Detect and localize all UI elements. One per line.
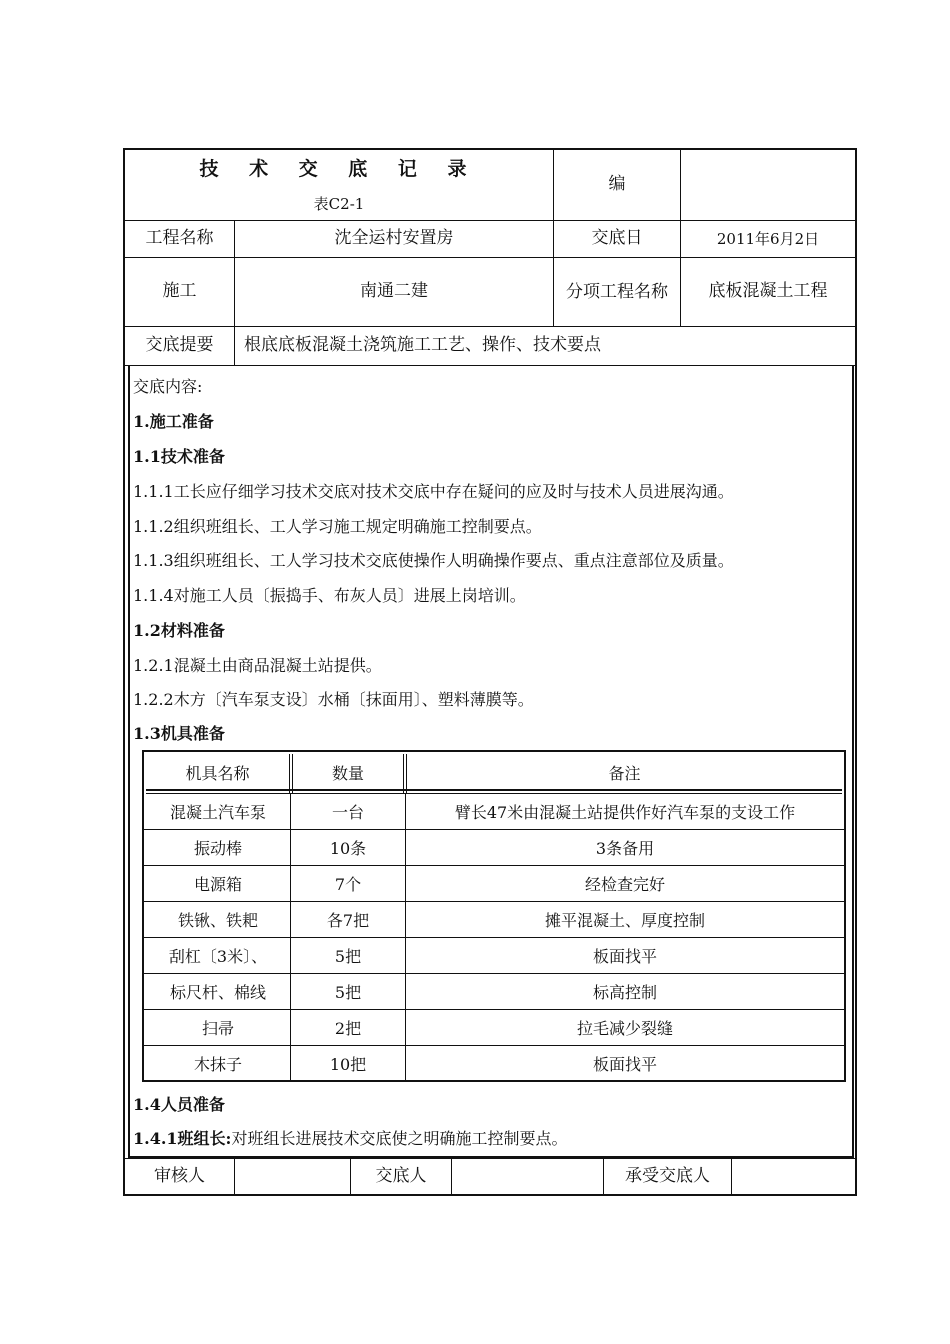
disclosure-date: 2011年6月2日 <box>716 230 820 248</box>
table-cell: 10条 <box>329 839 367 858</box>
content-line-lead: 1.4.1班组长: <box>133 1129 232 1148</box>
table-cell: 标高控制 <box>592 983 657 1002</box>
table-cell: 摊平混凝土、厚度控制 <box>544 911 705 930</box>
table-cell: 各7把 <box>326 911 370 930</box>
table-cell: 振动棒 <box>193 839 242 858</box>
contractor: 南通二建 <box>360 281 428 302</box>
table-cell: 刮杠〔3米〕、 <box>168 947 268 966</box>
divider <box>289 754 290 794</box>
table-cell: 一台 <box>331 803 364 822</box>
section-heading: 1.3机具准备 <box>133 724 225 743</box>
table-cell: 10把 <box>329 1054 367 1074</box>
summary-label: 交底提要 <box>145 335 214 356</box>
table-cell: 铁锹、铁耙 <box>177 911 258 930</box>
table-cell: 木抹子 <box>193 1054 242 1074</box>
table-cell: 2把 <box>334 1019 362 1038</box>
column-header: 机具名称 <box>185 763 250 783</box>
discloser-label: 交底人 <box>375 1166 427 1187</box>
section-heading: 1.2材料准备 <box>133 621 225 640</box>
content-line: 1.2.1混凝土由商品混凝土站提供。 <box>133 656 382 675</box>
date-label: 交底日 <box>591 228 643 249</box>
project-name-label: 工程名称 <box>145 228 214 249</box>
table-cell: 5把 <box>334 947 362 966</box>
table-cell: 7个 <box>334 875 362 894</box>
discloser-signature <box>452 1159 603 1195</box>
table-cell: 标尺杆、棉线 <box>169 983 266 1002</box>
section-heading: 1.4人员准备 <box>133 1095 225 1114</box>
code-label: 编 <box>608 174 626 195</box>
content-heading: 交底内容: <box>133 377 203 396</box>
contractor-label: 施工 <box>162 281 197 302</box>
table-cell: 混凝土汽车泵 <box>169 803 266 822</box>
column-header: 数量 <box>331 763 364 783</box>
content-line-text: 对班组长进展技术交底使之明确施工控制要点。 <box>231 1129 568 1148</box>
receiver-signature <box>732 1159 855 1195</box>
table-cell: 经检查完好 <box>584 875 665 894</box>
reviewer-signature <box>235 1159 350 1195</box>
table-cell: 臂长47米由混凝土站提供作好汽车泵的支设工作 <box>454 803 796 822</box>
content-line: 1.1.2组织班组长、工人学习施工规定明确施工控制要点。 <box>133 517 542 536</box>
table-cell: 5把 <box>334 983 362 1002</box>
column-header: 备注 <box>608 763 641 783</box>
content-line: 1.1.1工长应仔细学习技术交底对技术交底中存在疑问的应及时与技术人员进展沟通。 <box>133 482 734 501</box>
code-value <box>681 150 855 220</box>
receiver-label: 承受交底人 <box>625 1166 710 1187</box>
table-cell: 扫帚 <box>201 1019 234 1038</box>
table-cell: 板面找平 <box>592 1054 657 1074</box>
table-cell: 电源箱 <box>193 875 242 894</box>
form-number: 表C2-1 <box>313 195 365 213</box>
content-line <box>133 1126 567 1149</box>
content-line: 1.2.2木方〔汽车泵支设〕水桶〔抹面用〕、塑料薄膜等。 <box>133 690 534 709</box>
section-heading: 1.1技术准备 <box>133 447 225 466</box>
table-cell: 3条备用 <box>595 839 655 858</box>
subproject-label: 分项工程名称 <box>566 282 668 302</box>
table-cell: 拉毛减少裂缝 <box>576 1019 673 1038</box>
project-name: 沈全运村安置房 <box>334 228 454 249</box>
section-heading: 1.施工准备 <box>133 412 214 431</box>
content-line: 1.1.3组织班组长、工人学习技术交底使操作人明确操作要点、重点注意部位及质量。 <box>133 551 734 570</box>
reviewer-label: 审核人 <box>154 1166 205 1187</box>
summary: 根底底板混凝土浇筑施工工艺、操作、技术要点 <box>244 335 601 356</box>
divider <box>403 754 404 794</box>
table-cell: 板面找平 <box>592 947 657 966</box>
content-line: 1.1.4对施工人员〔振捣手、布灰人员〕进展上岗培训。 <box>133 586 526 605</box>
document-title: 技 术 交 底 记 录 <box>199 157 479 180</box>
subproject: 底板混凝土工程 <box>708 281 828 302</box>
